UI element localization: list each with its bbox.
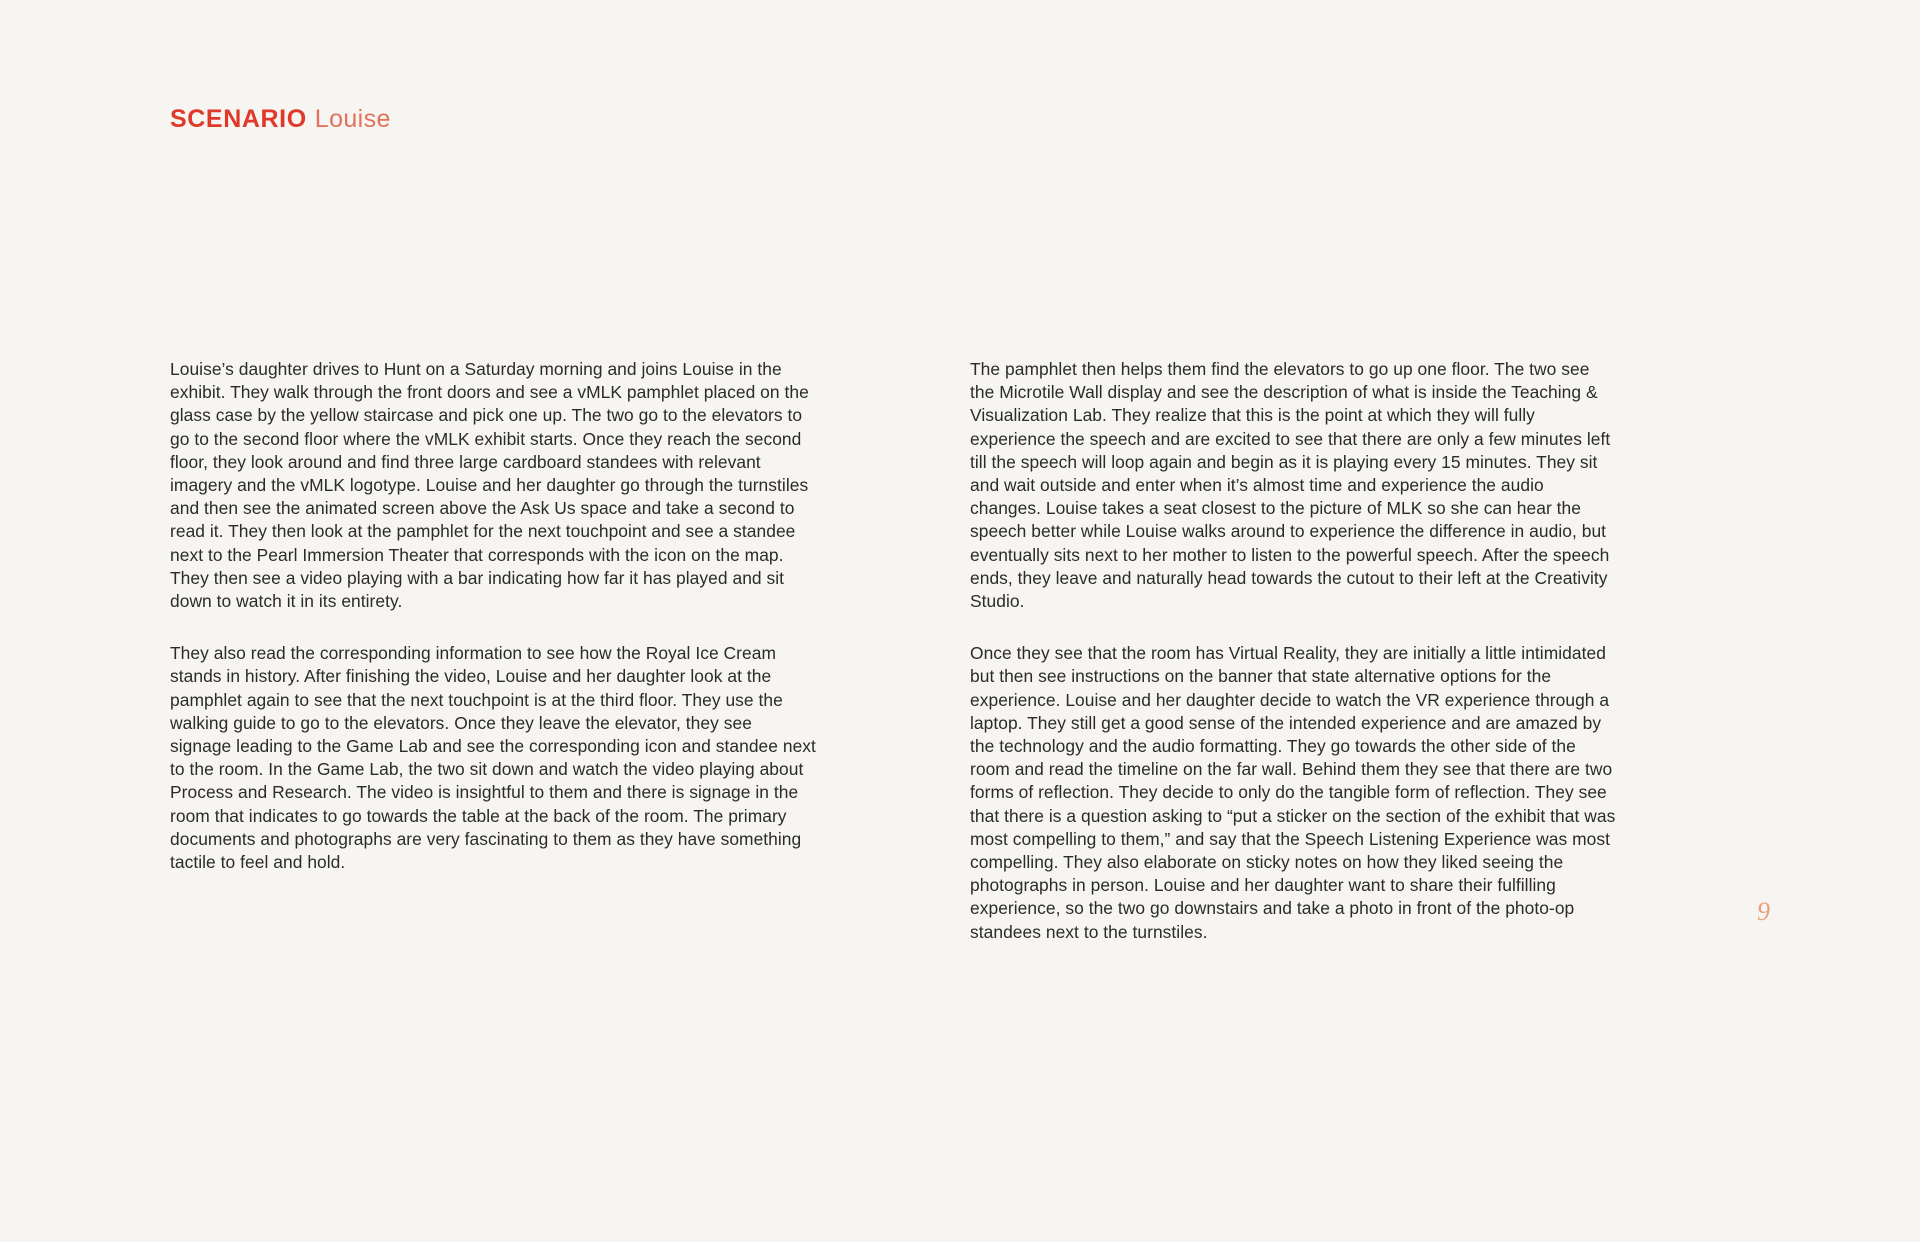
left-column (170, 358, 818, 944)
paragraph: They also read the corresponding information to see how the Royal Ice Cream stands in history. After finishing the video, Louise and her daughter look at the pamphlet again to see that the next touchpoint is at the third floor. They use the walking guide to go to the elevators. Once they leave the elevator, they see signage leading to the Game Lab and see the corresponding icon and standee next to the room. In the Game Lab, the two sit down and watch the video playing about Process and Research. The video is insightful to them and there is signage in the room that indicates to go towards the table at the back of the room. The primary documents and photographs are very fascinating to them as they have something tactile to feel and hold. (170, 643, 816, 873)
scenario-label: SCENARIO (170, 105, 307, 133)
page-number: 9 (1757, 897, 1770, 926)
paragraph: Once they see that the room has Virtual Reality, they are initially a little intimidated but then see instructions on the banner that state alternative options for the experience. Louise and her daughter decide to watch the VR experience through a laptop. They still get a good sense of the intended experience and are amazed by the technology and the audio formatting. They go towards the other side of the room and read the timeline on the far wall. Behind them they see that there are two forms of reflection. They decide to only do the tangible form of reflection. They see that there is a question asking to “put a sticker on the section of the exhibit that was most compelling to them,” and say that the Speech Listening Experience was most compelling. They also elaborate on sticky notes on how they liked seeing the photographs in person. Louise and her daughter want to share their fulfilling experience, so the two go downstairs and take a photo in front of the photo-op standees next to the turnstiles. (970, 643, 1616, 942)
paragraph: The pamphlet then helps them find the elevators to go up one floor. The two see the Microtile Wall display and see the description of what is inside the Teaching & Visualization Lab. They realize that this is the point at which they will fully experience the speech and are excited to see that there are only a few minutes left till the speech will loop again and begin as it is playing every 15 minutes. They sit and wait outside and enter when it’s almost time and experience the audio changes. Louise takes a seat closest to the picture of MLK so she can hear the speech better while Louise walks around to experience the difference in audio, but eventually sits next to her mother to listen to the powerful speech. After the speech ends, they leave and naturally head towards the cutout to their left at the Creativity Studio. (970, 359, 1611, 612)
page-title (170, 105, 391, 134)
body-columns (170, 358, 1620, 944)
paragraph: Louise’s daughter drives to Hunt on a Saturday morning and joins Louise in the exhibit. They walk through the front doors and see a vMLK pamphlet placed on the glass case by the yellow staircase and pick one up. The two go to the elevators to go to the second floor where the vMLK exhibit starts. Once they reach the second floor, they look around and find three large cardboard standees with relevant imagery and the vMLK logotype. Louise and her daughter go through the turnstiles and then see the animated screen above the Ask Us space and take a second to read it. They then look at the pamphlet for the next touchpoint and see a standee next to the Pearl Immersion Theater that corresponds with the icon on the map. They then see a video playing with a bar indicating how far it has played and sit down to watch it in its entirety. (170, 359, 809, 612)
right-column (970, 358, 1618, 944)
scenario-subject: Louise (314, 105, 391, 133)
